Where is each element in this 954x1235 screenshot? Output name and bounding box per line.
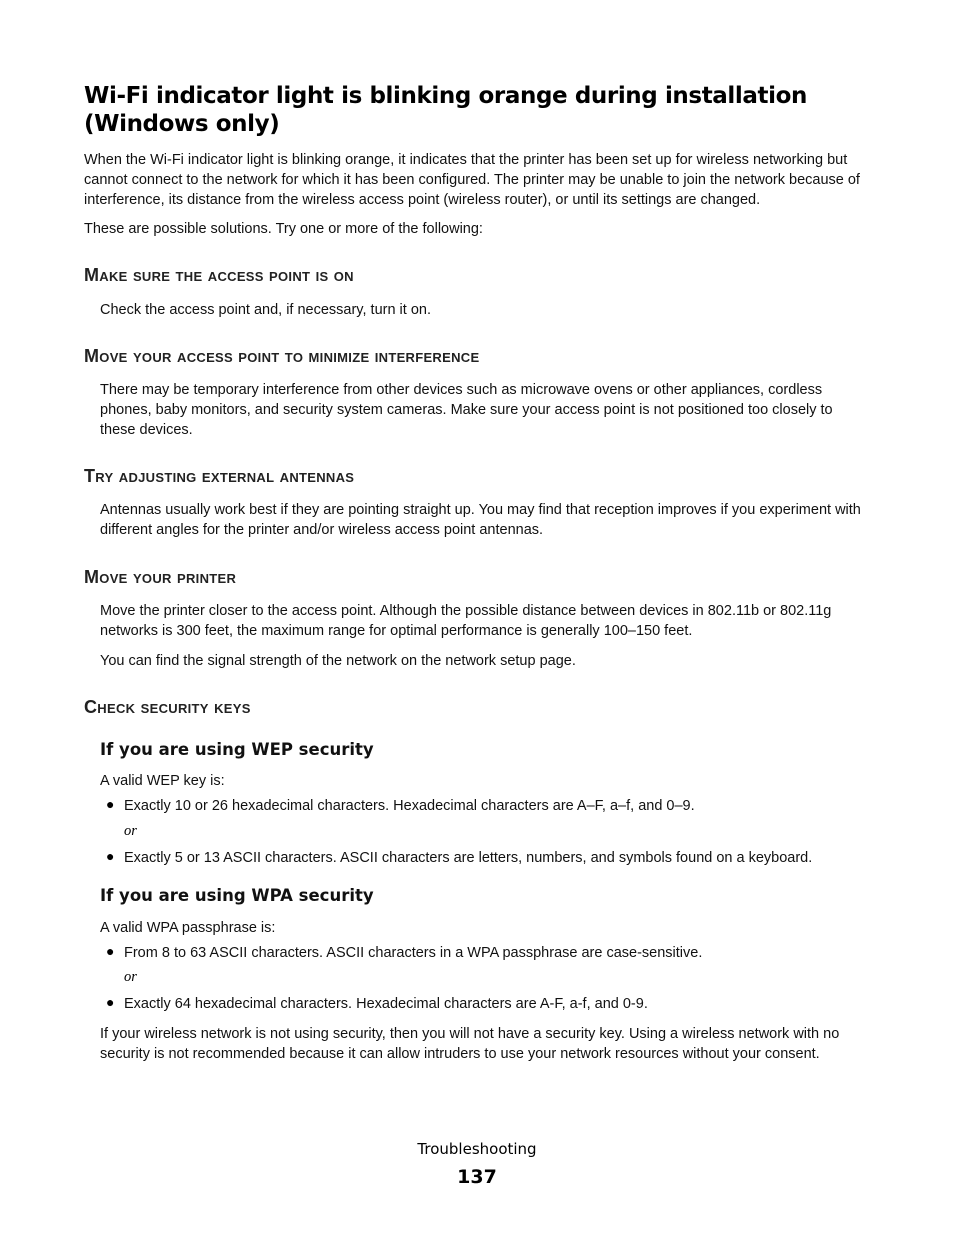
- section-paragraph: There may be temporary interference from other devices such as microwave ovens or other appliances, cordless phones, baby monitors, and security system cameras. Make sure your access point is not positioned too closely to these devices.: [100, 382, 833, 438]
- bullet-marker: ●: [106, 848, 115, 864]
- bullet-marker: ●: [106, 943, 115, 959]
- bullet-marker: ●: [106, 796, 115, 812]
- subsection-lead: A valid WEP key is:: [100, 773, 225, 789]
- section-paragraph: Check the access point and, if necessary, turn it on.: [100, 302, 431, 318]
- subsection-lead: A valid WPA passphrase is:: [100, 920, 276, 936]
- list-item: Exactly 64 hexadecimal characters. Hexadecimal characters are A-F, a-f, and 0-9.: [124, 996, 648, 1012]
- section-heading: Check security keys: [84, 697, 251, 717]
- page-number: 137: [457, 1166, 497, 1188]
- page-title: Wi-Fi indicator light is blinking orange during installation (Windows only): [84, 83, 807, 137]
- footer-section-label: Troubleshooting: [417, 1140, 537, 1158]
- intro-lead: These are possible solutions. Try one or more of the following:: [84, 221, 483, 237]
- subsection-heading: If you are using WEP security: [100, 740, 374, 759]
- list-item: Exactly 10 or 26 hexadecimal characters. Hexadecimal characters are A–F, a–f, and 0–9.: [124, 798, 695, 814]
- list-item: From 8 to 63 ASCII characters. ASCII characters in a WPA passphrase are case-sensitive.: [124, 945, 703, 961]
- or-separator: or: [124, 823, 137, 839]
- section-heading: Move your printer: [84, 567, 237, 587]
- list-item: Exactly 5 or 13 ASCII characters. ASCII characters are letters, numbers, and symbols found on a keyboard.: [124, 850, 813, 866]
- section-heading: Try adjusting external antennas: [84, 466, 355, 486]
- section-paragraph: You can find the signal strength of the network on the network setup page.: [100, 653, 576, 669]
- intro-paragraph: When the Wi-Fi indicator light is blinking orange, it indicates that the printer has been set up for wireless networking but cannot connect to the network for which it has been configured. The printer may be unable to join the network because of interference, its distance from the wireless access point (wireless router), or until its settings are changed.: [84, 152, 860, 208]
- section-paragraph: Move the printer closer to the access point. Although the possible distance between devices in 802.11b or 802.11g networks is 300 feet, the maximum range for optimal performance is generally 100–150 feet.: [100, 603, 832, 639]
- section-paragraph: Antennas usually work best if they are pointing straight up. You may find that reception improves if you experiment with different angles for the printer and/or wireless access point antennas.: [100, 502, 861, 538]
- subsection-heading: If you are using WPA security: [100, 886, 374, 905]
- or-separator: or: [124, 969, 137, 985]
- section-heading: Make sure the access point is on: [84, 265, 354, 285]
- closing-paragraph: If your wireless network is not using security, then you will not have a security key. Using a wireless network with no security is not recommended because it can allow intruders to use your network resources without your consent.: [100, 1026, 840, 1062]
- bullet-marker: ●: [106, 994, 115, 1010]
- section-heading: Move your access point to minimize interference: [84, 346, 480, 366]
